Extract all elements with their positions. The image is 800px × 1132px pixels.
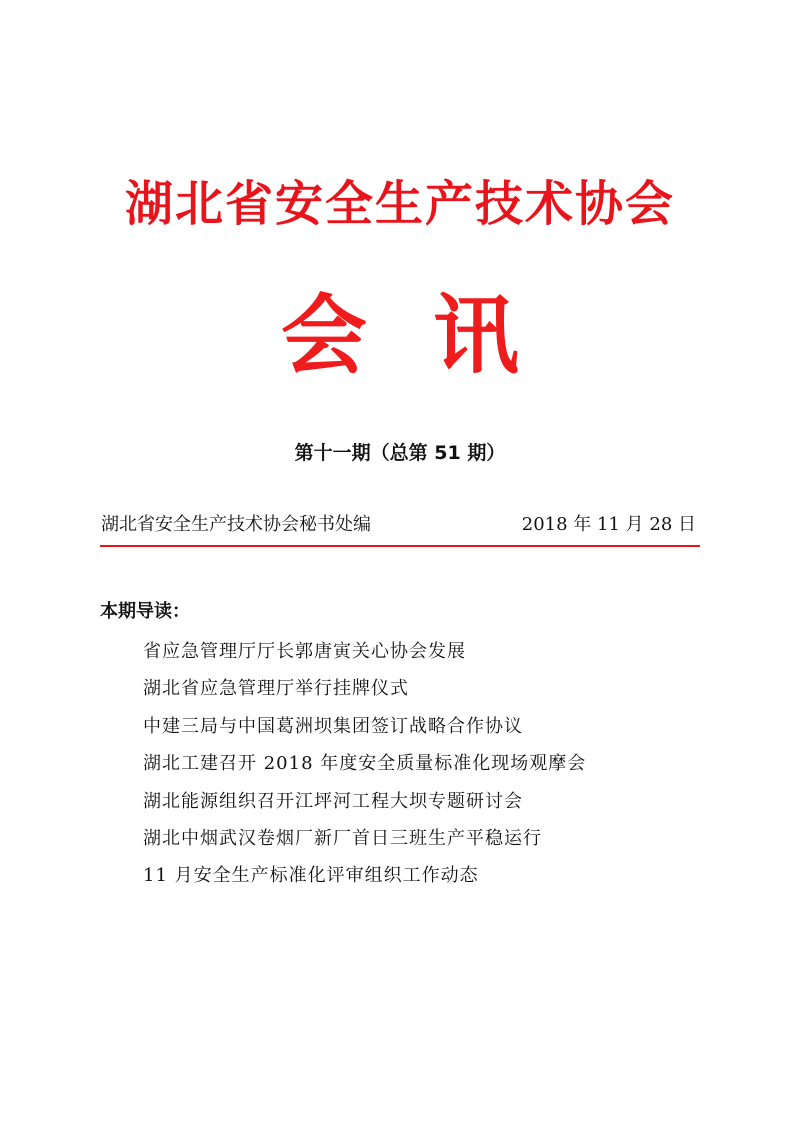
issue-number: 第十一期（总第 51 期）	[294, 442, 506, 464]
guide-list	[143, 633, 586, 895]
guide-item: 省应急管理厅厅长郭唐寅关心协会发展	[143, 641, 466, 662]
masthead	[0, 288, 800, 384]
guide-item: 11 月安全生产标准化评审组织工作动态	[143, 865, 479, 887]
organization-title: 湖北省安全生产技术协会	[124, 176, 675, 232]
guide-item: 湖北中烟武汉卷烟厂新厂首日三班生产平稳运行	[143, 827, 542, 849]
guide-item: 湖北工建召开 2018 年度安全质量标准化现场观摩会	[143, 753, 587, 775]
editor-line: 湖北省安全生产技术协会秘书处编	[101, 514, 371, 535]
masthead-char-hui: 会	[281, 286, 367, 386]
guide-item: 中建三局与中国葛洲坝集团签订战略合作协议	[143, 715, 523, 737]
publication-date: 2018 年 11 月 28 日	[521, 514, 696, 535]
masthead-char-xun: 讯	[433, 286, 519, 386]
red-divider	[100, 545, 700, 547]
guide-item: 湖北省应急管理厅举行挂牌仪式	[143, 678, 409, 700]
guide-heading: 本期导读：	[100, 601, 190, 622]
guide-item: 湖北能源组织召开江坪河工程大坝专题研讨会	[143, 790, 523, 812]
